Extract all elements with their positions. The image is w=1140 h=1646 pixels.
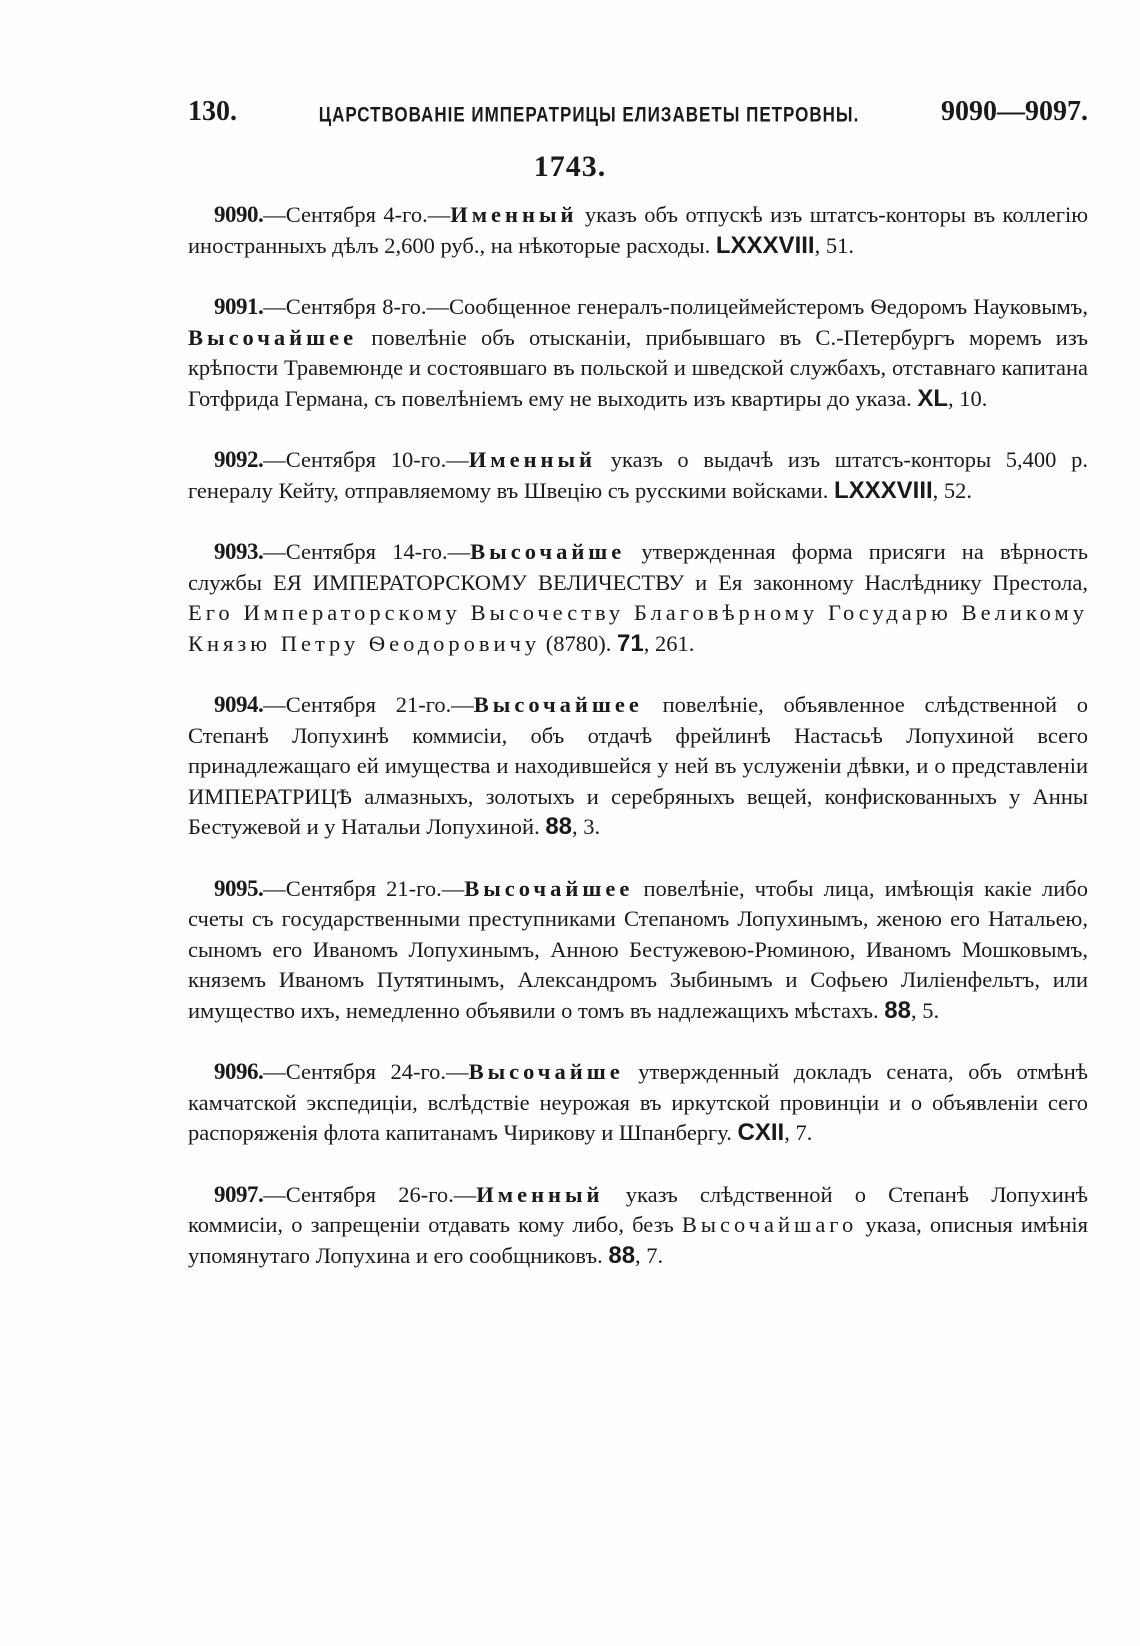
ref-page: , 261. [643, 630, 695, 656]
entry-text: утвержденный докладъ сената, объ отмѣнѣ камчатской экспедиціи, вслѣдствіе неурожая въ иркутской провинціи и о объявленіи сего распоряженія флота капитанамъ Чирикову и Шпанбергу. [188, 1059, 1088, 1145]
entry-text: повелѣніе, объявленное слѣдственной о Степанѣ Лопухинѣ коммисіи, объ отдачѣ фрейлинѣ Настасьѣ Лопухиной всего принадлежащаго ей имущества и находившейся у ней въ услуженіи дѣвки, и о представленіи ИМПЕРАТРИЦѢ алмазныхъ, золотыхъ и серебряныхъ вещей, конфискованныхъ у Анны Бестужевой и у Натальи Лопухиной. [188, 692, 1088, 839]
ref-page: , 52. [932, 477, 973, 503]
entry-date: —Сентября 8-го.— [263, 294, 450, 319]
ref-page: , 7. [784, 1120, 813, 1145]
entry-text: указъ объ отпускѣ изъ штатсъ-конторы въ коллегію иностранныхъ дѣлъ 2,600 руб., на нѣкоторые расходы. [188, 202, 1089, 258]
entry-date: —Сентября 24-го.— [263, 1059, 469, 1084]
entry-number: 9090. [214, 202, 264, 227]
entry-9091 [188, 292, 1088, 414]
entry-text-continued: указа, описныя имѣнія упомянутаго Лопухина и его сообщниковъ. [188, 1212, 1088, 1268]
entry-date: —Сентября 14-го.— [263, 539, 471, 564]
entry-number: 9093. [214, 539, 264, 564]
entry-spaced-text: Его Императорскому Высочеству Благовѣрному Государю Великому Князю Петру Ѳеодоровичу [188, 600, 1088, 656]
ref-page: , 10. [948, 385, 988, 411]
entry-number: 9091. [214, 294, 264, 319]
entries-list [188, 200, 1088, 1302]
ref-volume: LXXXVIII [833, 476, 933, 504]
entry-9092 [188, 445, 1088, 506]
entry-9095 [188, 874, 1088, 1027]
entry-text: утвержденная форма присяги на вѣрность службы ЕЯ ИМПЕРАТОРСКОМУ ВЕЛИЧЕСТВУ и Ея законному Наслѣднику Престола, [188, 539, 1088, 595]
entry-kind: Высочайшее [473, 692, 643, 717]
ref-volume: XL [917, 384, 949, 412]
entry-kind: Именный [476, 1181, 604, 1207]
ref-volume: 88 [545, 813, 573, 840]
entry-text: указъ слѣдственной о Степанѣ Лопухинѣ коммисіи, о запрещеніи отдавать кому либо, безъ [188, 1181, 1088, 1237]
ref-page: , 5. [910, 997, 940, 1023]
ref-volume: CXII [737, 1119, 785, 1146]
entry-kind: Именный [468, 447, 597, 472]
entry-number: 9096. [214, 1059, 264, 1084]
entry-9096 [188, 1057, 1088, 1149]
entry-date: —Сентября 21-го.— [263, 692, 474, 717]
entry-date: —Сентября 26-го.— [263, 1181, 477, 1207]
ref-page: , 3. [572, 814, 601, 839]
entry-text-continued: повелѣніе объ отысканіи, прибывшаго въ С.-Петербургъ моремъ изъ крѣпости Травемюнде и состоявшаго въ польской и шведской службахъ, отставнаго капитана Готфрида Германа, съ повелѣніемъ ему не выходить изъ квартиры до указа. [188, 324, 1088, 411]
entry-number: 9097. [214, 1181, 264, 1207]
entry-text: Сообщенное генералъ-полицеймейстеромъ Ѳедоромъ Науковымъ, [449, 294, 1088, 319]
entry-number: 9094. [214, 692, 264, 717]
entry-9097 [188, 1180, 1088, 1272]
entry-9093 [188, 537, 1088, 659]
entry-date: —Сентября 10-го.— [263, 447, 469, 472]
page-header [188, 96, 1088, 136]
entry-range: 9090—9097. [941, 96, 1088, 127]
entry-text: указъ о выдачѣ изъ штатсъ-конторы 5,400 р. генералу Кейту, отправляемому въ Швецію съ русскими войсками. [188, 447, 1089, 503]
entry-text: повелѣніе, чтобы лица, имѣющія какіе либо счеты съ государственными преступниками Степаномъ Лопухинымъ, женою его Натальею, сыномъ его Иваномъ Лопухинымъ, Анною Бестужевою-Рюминою, Иваномъ Мошковымъ, княземъ Иваномъ Путятинымъ, Александромъ Зыбинымъ и Софьею Лиліенфельтъ, или имущество ихъ, немедленно объявили о томъ въ надлежащихъ мѣстахъ. [188, 875, 1088, 1023]
entry-number: 9092. [214, 447, 264, 472]
entry-kind: Высочайшее [464, 875, 634, 901]
page-number: 130. [188, 96, 237, 127]
ref-volume: LXXXVIII [715, 231, 815, 259]
entry-date: —Сентября 21-го.— [263, 875, 465, 901]
entry-kind: Именный [450, 202, 578, 227]
entry-9090 [188, 200, 1088, 261]
ref-page: , 7. [635, 1242, 664, 1268]
entry-9094 [188, 690, 1088, 843]
entry-date: —Сентября 4-го.— [263, 202, 451, 227]
entry-text-continued: (8780). [540, 630, 618, 656]
entry-spaced-text: Высочайшаго [681, 1212, 858, 1237]
ref-volume: 88 [884, 996, 911, 1024]
entry-number: 9095. [214, 875, 264, 901]
entry-kind: Высочайше [470, 539, 626, 564]
ref-volume: 88 [608, 1241, 636, 1269]
ref-page: , 51. [814, 232, 854, 258]
entry-kind: Высочайшее [188, 324, 358, 350]
running-title: ЦАРСТВОВАНІЕ ИМПЕРАТРИЦЫ ЕЛИЗАВЕТЫ ПЕТРОВНЫ. [318, 102, 860, 127]
entry-kind: Высочайше [468, 1059, 624, 1084]
year-heading: 1743. [533, 150, 607, 183]
ref-volume: 71 [617, 629, 644, 657]
